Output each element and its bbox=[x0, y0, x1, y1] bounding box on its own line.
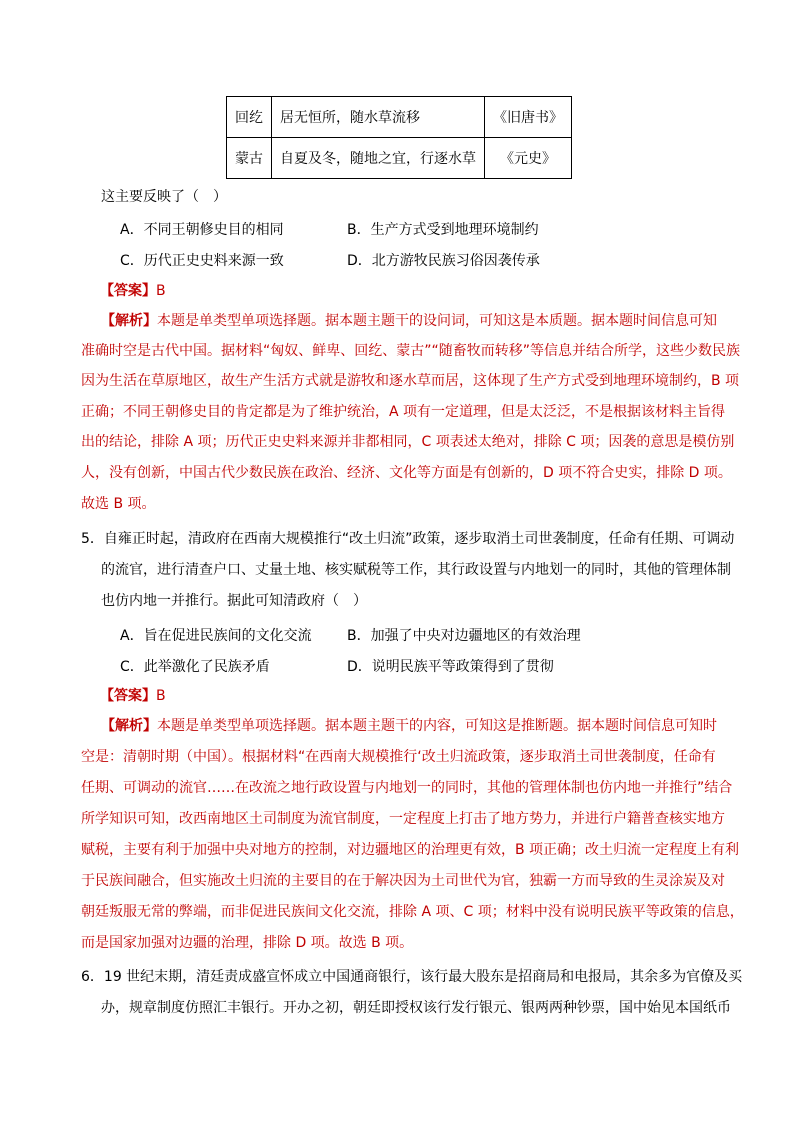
answer-value: B bbox=[156, 283, 166, 299]
q4-analysis-line: 故选 B 项。 bbox=[81, 496, 156, 512]
q5-analysis-line: 【解析】本题是单类型单项选择题。据本题主题干的内容，可知这是推断题。据本题时间信息可知时 bbox=[101, 718, 717, 734]
table-cell-people: 回纥 bbox=[227, 97, 272, 138]
answer-label: 【答案】 bbox=[100, 688, 156, 704]
q5-analysis-line: 任期、可调动的流官……在改流之地行政设置与内地划一的同时，其他的管理体制也仿内地一并推行”结合 bbox=[81, 780, 733, 796]
answer-value: B bbox=[156, 688, 166, 704]
table-row bbox=[227, 97, 572, 138]
q4-option-c: C．历代正史史料来源一致 bbox=[120, 253, 284, 269]
q5-analysis-line: 朝廷叛服无常的弊端，而非促进民族间文化交流，排除 A 项、C 项；材料中没有说明民族平等政策的信息， bbox=[81, 904, 744, 920]
answer-label: 【答案】 bbox=[100, 283, 156, 299]
q6-stem-line: 办，规章制度仿照汇丰银行。开办之初，朝廷即授权该行发行银元、银两两种钞票，国中始见本国纸币 bbox=[101, 1000, 731, 1016]
q4-analysis-line: 【解析】本题是单类型单项选择题。据本题主题干的设问词，可知这是本质题。据本题时间信息可知 bbox=[101, 313, 717, 329]
q4-answer bbox=[100, 283, 166, 299]
table-row bbox=[227, 138, 572, 179]
q5-option-a: A．旨在促进民族间的文化交流 bbox=[120, 628, 312, 644]
q5-option-b: B．加强了中央对边疆地区的有效治理 bbox=[347, 628, 581, 644]
table-cell-source: 《元史》 bbox=[485, 138, 572, 179]
q5-option-d: D．说明民族平等政策得到了贯彻 bbox=[347, 659, 554, 675]
q4-analysis-line: 人，没有创新，中国古代少数民族在政治、经济、文化等方面是有创新的，D 项不符合史实，排除 D 项。 bbox=[81, 465, 732, 481]
q4-analysis-line: 正确；不同王朝修史目的肯定都是为了维护统治，A 项有一定道理，但是太泛泛，不是根据该材料主旨得 bbox=[81, 404, 726, 420]
source-table bbox=[226, 96, 572, 179]
q5-stem-line: 也仿内地一并推行。据此可知清政府（ ） bbox=[101, 593, 367, 609]
q4-option-d: D．北方游牧民族习俗因袭传承 bbox=[347, 253, 540, 269]
q4-analysis-line: 因为生活在草原地区，故生产生活方式就是游牧和逐水草而居，这体现了生产方式受到地理环境制约，B 项 bbox=[81, 373, 740, 389]
table-cell-text: 居无恒所，随水草流移 bbox=[272, 97, 485, 138]
table-cell-source: 《旧唐书》 bbox=[485, 97, 572, 138]
q4-stem: 这主要反映了（ ） bbox=[101, 189, 227, 205]
q5-answer bbox=[100, 688, 166, 704]
q5-analysis-line: 空是：清朝时期（中国）。根据材料“在西南大规模推行‘改土归流政策，逐步取消土司世袭制度，任命有 bbox=[81, 749, 716, 765]
analysis-label: 【解析】 bbox=[101, 313, 157, 329]
q6-stem-line: 6．19 世纪末期，清廷责成盛宣怀成立中国通商银行，该行最大股东是招商局和电报局，其余多为官僚及买 bbox=[81, 969, 743, 985]
q5-analysis-line: 所学知识可知，改西南地区土司制度为流官制度，一定程度上打击了地方势力，并进行户籍普查核实地方 bbox=[81, 811, 725, 827]
q4-option-a: A．不同王朝修史目的相同 bbox=[120, 222, 284, 238]
q5-analysis-line: 赋税，主要有利于加强中央对地方的控制，对边疆地区的治理更有效，B 项正确；改土归流一定程度上有利 bbox=[81, 842, 740, 858]
analysis-label: 【解析】 bbox=[101, 718, 157, 734]
table-cell-text: 自夏及冬，随地之宜，行逐水草 bbox=[272, 138, 485, 179]
q5-analysis-line: 而是国家加强对边疆的治理，排除 D 项。故选 B 项。 bbox=[81, 935, 414, 951]
table-cell-people: 蒙古 bbox=[227, 138, 272, 179]
q5-stem-line: 5．自雍正时起，清政府在西南大规模推行“改土归流”政策，逐步取消土司世袭制度，任命有任期、可调动 bbox=[81, 531, 735, 547]
q5-stem-line: 的流官，进行清查户口、丈量土地、核实赋税等工作，其行政设置与内地划一的同时，其他的管理体制 bbox=[101, 562, 731, 578]
q4-analysis-line: 出的结论，排除 A 项；历代正史史料来源并非都相同，C 项表述太绝对，排除 C 项；因袭的意思是模仿别 bbox=[81, 434, 735, 450]
q5-analysis-line: 于民族间融合，但实施改土归流的主要目的在于解决因为土司世代为官，独霸一方而导致的生灵涂炭及对 bbox=[81, 873, 725, 889]
q4-analysis-line: 准确时空是古代中国。据材料“匈奴、鲜卑、回纥、蒙古”“随畜牧而转移”等信息并结合所学，这些少数民族 bbox=[81, 343, 741, 359]
q5-option-c: C．此举激化了民族矛盾 bbox=[120, 659, 270, 675]
q4-option-b: B．生产方式受到地理环境制约 bbox=[347, 222, 539, 238]
